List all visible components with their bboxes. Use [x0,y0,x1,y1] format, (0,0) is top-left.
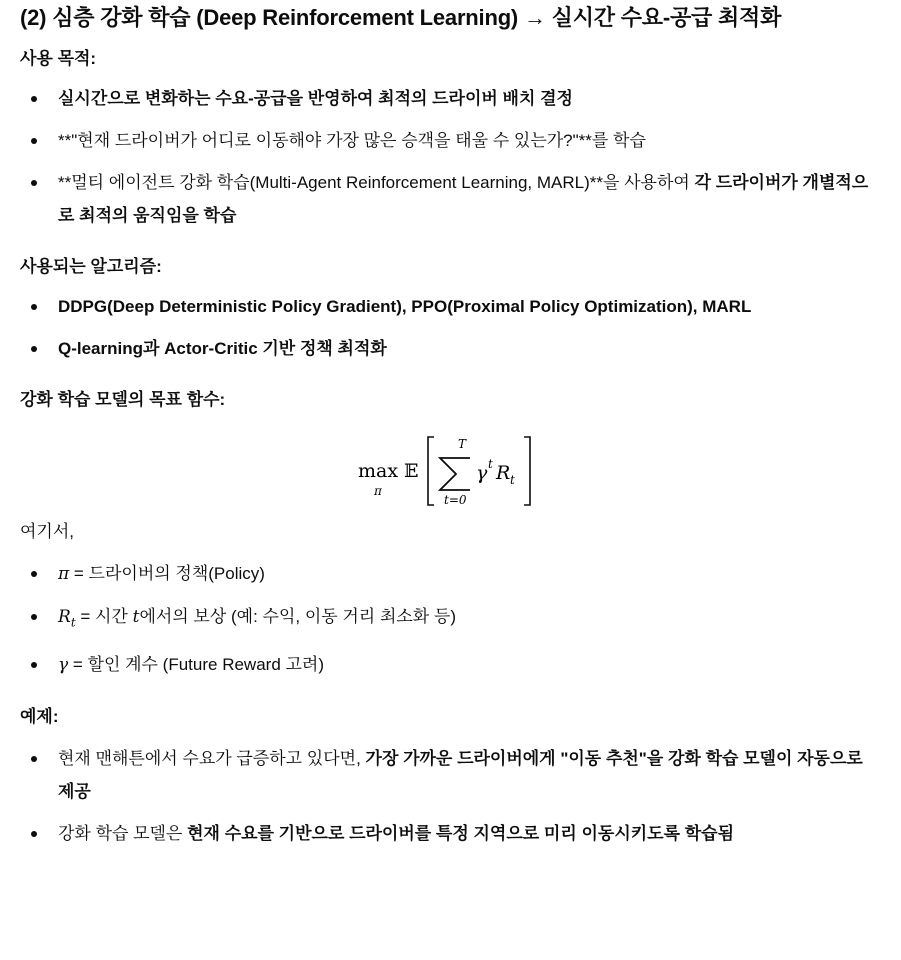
list-item [20,557,880,591]
list-item [20,600,880,639]
example-list [20,742,880,850]
formula-reward: R [496,462,511,484]
document-body [20,0,880,850]
purpose-item-3-bold: 각 드라이버가 개별적으로 최적의 움직임을 학습 [58,173,869,225]
objective-heading: 강화 학습 모델의 목표 함수: [20,390,226,409]
list-item [20,124,880,157]
list-item [20,166,880,232]
list-item [20,742,880,808]
formula-max: max [358,460,399,482]
where-item-2-text-b: 에서의 보상 (예: 수익, 이동 거리 최소화 등) [139,607,457,626]
sum-upper: T [458,437,467,451]
example-item-2-text: 강화 학습 모델은 [58,824,188,844]
list-item [20,82,880,115]
purpose-item-2-text: **"현재 드라이버가 어디로 이동해야 가장 많은 승객을 태울 수 있는가?"**를 학습 [58,131,646,150]
example-item-2-bold: 현재 수요를 기반으로 드라이버를 특정 지역으로 미리 이동시키도록 학습됨 [187,824,734,844]
formula-expectation: 𝔼 [404,460,419,482]
list-item [20,817,880,850]
left-bracket [428,437,434,505]
list-item [20,648,880,682]
list-item: DDPG(Deep Deterministic Policy Gradient), PPO(Proximal Policy Optimization), MARL [20,290,880,323]
formula-gamma: γ [476,462,488,484]
symbol-t: t [132,607,140,627]
symbol-pi: π [58,564,70,584]
example-heading: 예제: [20,707,59,727]
right-bracket [524,437,530,505]
example-item-1-bold: 가장 가까운 드라이버에게 "이동 추천"을 강화 학습 모델이 자동으로 제공 [58,749,863,802]
symbol-r: R [58,607,71,627]
where-item-3-text: = 할인 계수 (Future Reward 고려) [68,655,325,675]
purpose-item-1-bold: 실시간으로 변화하는 수요-공급을 반영하여 최적의 드라이버 배치 결정 [58,89,573,108]
formula-reward-sub: t [510,473,515,487]
purpose-list [20,82,880,232]
sum-sign [440,458,470,490]
symbol-gamma: γ [58,655,69,676]
list-item: Q-learning과 Actor-Critic 기반 정책 최적화 [20,332,880,365]
formula-gamma-exp: t [488,457,493,471]
section-title: (2) 심층 강화 학습 (Deep Reinforcement Learning) → 실시간 수요-공급 최적화 [20,5,782,30]
formula-svg [350,427,570,511]
where-item-2-text-a: = 시간 [75,607,133,626]
symbol-r-sub: t [70,615,76,630]
where-item-1-text: = 드라이버의 정책(Policy) [69,564,265,583]
objective-formula [20,427,880,511]
example-item-1-text: 현재 맨해튼에서 수요가 급증하고 있다면, [58,749,366,769]
algorithms-list [20,290,880,365]
symbol-reward [58,607,76,630]
formula-under: π [374,484,382,498]
sum-lower: t=0 [444,493,467,507]
algorithms-heading: 사용되는 알고리즘: [20,257,162,276]
where-list [20,557,880,682]
where-intro: 여기서, [20,522,74,541]
purpose-heading: 사용 목적: [20,49,97,68]
purpose-item-3-text: **멀티 에이전트 강화 학습(Multi-Agent Reinforcement Learning, MARL)**을 사용하여 [58,173,695,192]
